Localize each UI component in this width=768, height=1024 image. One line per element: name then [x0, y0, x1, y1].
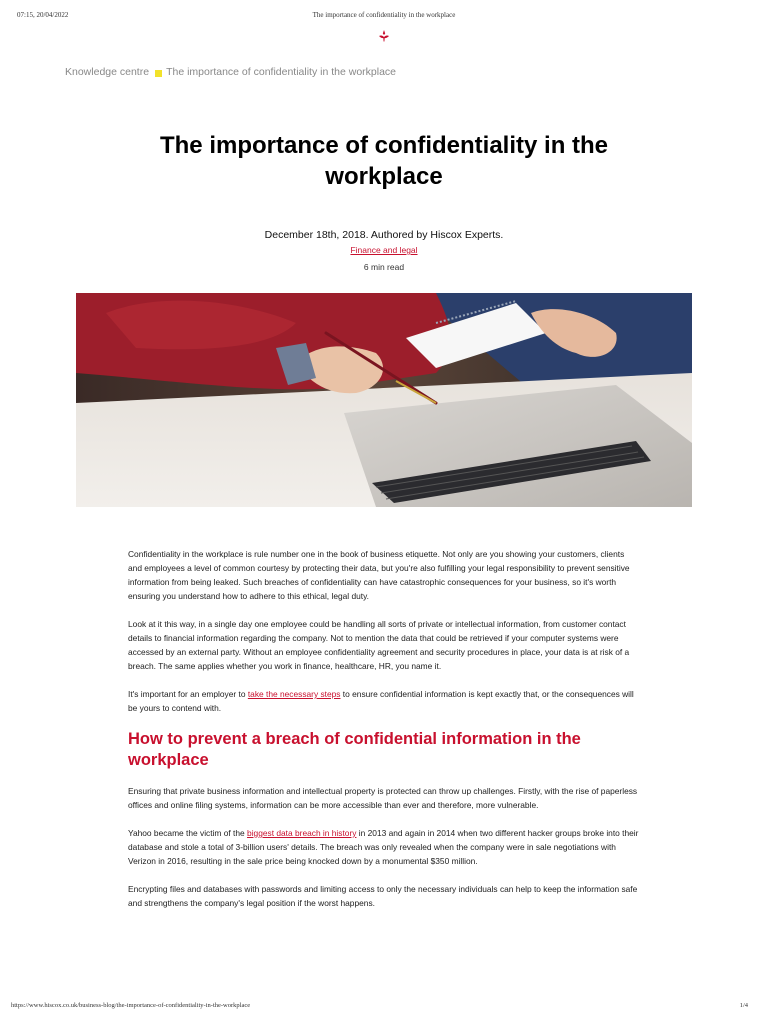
paragraph-text: in 2013 and again in 2014 when two different hacker groups broke into their database and stole a total of 3-billion users' details. The breach was only revealed when the company were in sale negotiations with Verizon in 2016, resulting in the sale price being knocked down by a monumental $350 million.	[128, 828, 639, 866]
paragraph: Encrypting files and databases with passwords and limiting access to only the necessary individuals can help to keep the information safe and strengthens the company's legal position if the worst happens.	[128, 884, 638, 908]
breadcrumb-separator-icon	[155, 70, 162, 77]
article-meta	[0, 229, 768, 272]
breadcrumb	[65, 66, 396, 78]
paragraph: Look at it this way, in a single day one employee could be handling all sorts of private or intellectual information, from customer contact details to financial information regarding the company. Not to mention the data that could be retrieved if your computer systems were accessed by an external party. Without an employee confidentiality agreement and security procedures in place, your data is at risk of a breach. The same applies whether you work in finance, healthcare, HR, you name it.	[128, 619, 630, 671]
take-necessary-steps-link[interactable]: take the necessary steps	[247, 689, 341, 699]
print-page-title: The importance of confidentiality in the workplace	[312, 11, 456, 19]
paragraph: Confidentiality in the workplace is rule number one in the book of business etiquette. Not only are you showing your customers, clients and employees a level of common courtesy by protecting their data, but you're also fulfilling your legal responsibility to prevent sensitive information from being leaked. Such breaches of confidentiality can have catastrophic consequences for your business, so it's worth ensuring you understand how to adhere to this ethical, legal duty.	[128, 549, 630, 601]
page-number: 1/4	[739, 1002, 748, 1009]
read-time: 6 min read	[363, 262, 405, 272]
article-title: The importance of confidentiality in the workplace	[159, 132, 609, 190]
category-link[interactable]: Finance and legal	[350, 245, 418, 255]
paragraph-text: It's important for an employer to	[128, 689, 248, 699]
paragraph-text: Yahoo became the victim of the	[128, 828, 248, 838]
print-url: https://www.hiscox.co.uk/business-blog/the-importance-of-confidentiality-in-the-workplace	[11, 1002, 251, 1009]
article-byline: December 18th, 2018. Authored by Hiscox Experts.	[264, 229, 504, 241]
paragraph-text: to ensure confidential information is kept exactly that, or the consequences will be yours to contend with.	[128, 689, 634, 713]
hero-image	[76, 293, 692, 507]
breadcrumb-current: The importance of confidentiality in the workplace	[166, 66, 397, 78]
paragraph	[128, 687, 640, 715]
section-heading: How to prevent a breach of confidential information in the workplace	[128, 730, 581, 769]
hiscox-logo-icon[interactable]	[376, 29, 392, 43]
data-breach-link[interactable]: biggest data breach in history	[247, 828, 357, 838]
breadcrumb-home-link[interactable]: Knowledge centre	[65, 66, 150, 78]
paragraph: Ensuring that private business information and intellectual property is protected can throw up challenges. Firstly, with the rise of paperless offices and online filing systems, information can be more accessible than ever and therefore, more vulnerable.	[128, 786, 638, 810]
print-header	[0, 11, 768, 23]
article-body	[128, 547, 640, 924]
paragraph	[128, 826, 640, 868]
print-timestamp: 07:15, 20/04/2022	[17, 11, 69, 19]
